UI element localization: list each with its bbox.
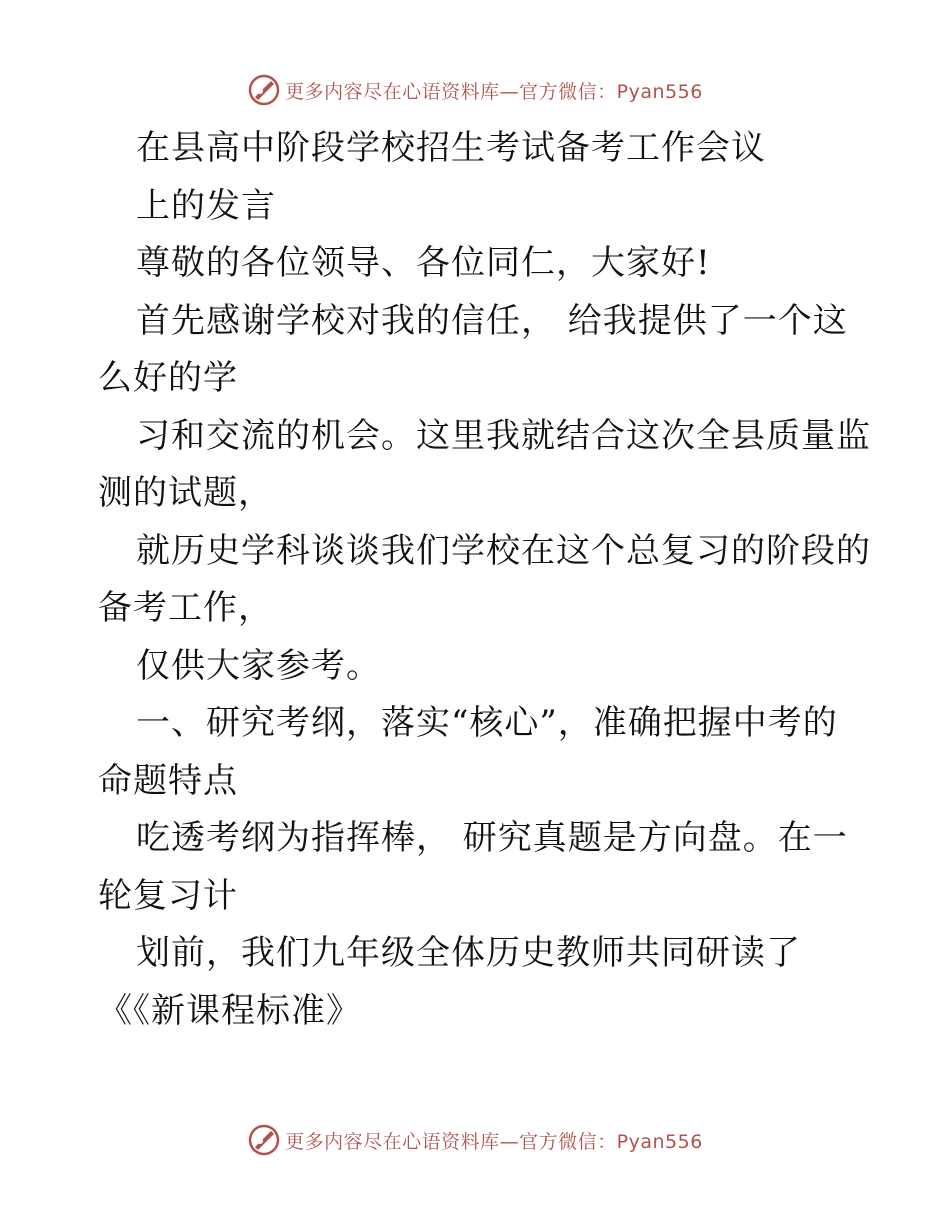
text-line: 就历史学科谈谈我们学校在这个总复习的阶段的 [136, 530, 871, 571]
text-line: 一、研究考纲，落实“核心”，准确把握中考的 [136, 703, 838, 743]
text-line: 测的试题， [98, 473, 273, 513]
banner-text: 更多内容尽在心语资料库—官方微信：Pyan556 [285, 1130, 703, 1153]
text-line: 仅供大家参考。 [136, 645, 381, 686]
banner-text: 更多内容尽在心语资料库—官方微信：Pyan556 [285, 80, 703, 103]
text-line: 在县高中阶段学校招生考试备考工作会议 [136, 128, 766, 168]
brand-logo-icon [247, 1123, 281, 1157]
text-line: 吃透考纲为指挥棒， 研究真题是方向盘。在一 [136, 818, 848, 858]
text-line: 划前，我们九年级全体历史教师共同研读了 [136, 933, 801, 973]
brand-logo-icon [247, 73, 281, 107]
text-line: 么好的学 [98, 358, 238, 398]
text-line: 尊敬的各位领导、各位同仁，大家好! [136, 243, 711, 283]
text-line: 轮复习计 [98, 875, 238, 916]
text-line: 习和交流的机会。这里我就结合这次全县质量监 [136, 415, 871, 456]
text-line: 《《新课程标准》 [98, 990, 361, 1031]
text-line: 命题特点 [98, 760, 238, 801]
footer-banner [0, 1120, 950, 1160]
text-line: 上的发言 [136, 185, 276, 226]
document-body [98, 120, 871, 1040]
header-banner [0, 70, 950, 110]
text-line: 首先感谢学校对我的信任， 给我提供了一个这 [136, 300, 848, 341]
text-line: 备考工作， [98, 588, 273, 628]
